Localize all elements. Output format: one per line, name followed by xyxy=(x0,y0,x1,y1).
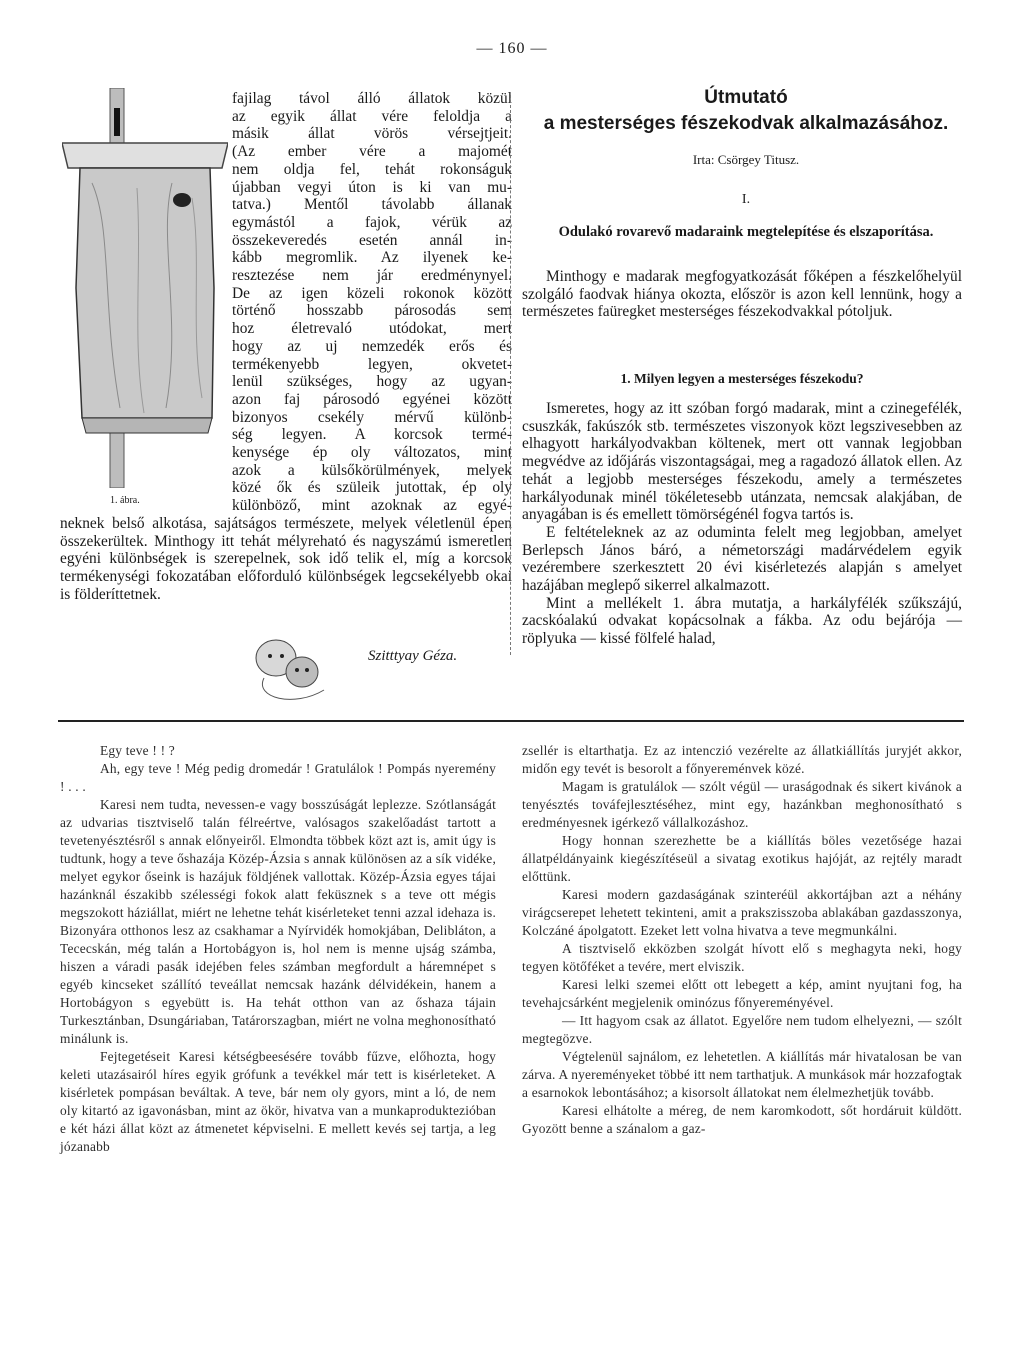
bottom-right-paragraph: Karesi modern gazdaságának szinteréül akkortájban azt a néhány virágcserepet lehetett tekinteni, amit a prakszisszoba ablakában gazdasszonya, Kolczáné ápolgatott. Ezeket lett volna hivatva a teve megmunkálni. xyxy=(522,887,962,938)
bottom-right-paragraph: — Itt hagyom csak az állatot. Egyelőre nem tudom elhelyezni, — szólt megtegözve. xyxy=(522,1013,962,1046)
bottom-left-paragraph: Fejtegetéseit Karesi kétségbeesésére tovább fűzve, előhozta, hogy keleti utazásairól híres egyik grófunk a tevékkel már tett is kisérleteket. A kisérletek pompásan beváltak. A teve, bár nem oly gyors, mint a ló, de nem oly kitartó az igavonásban, mint az ökör, hivatva van a munkaproduktezióban e két házi állat közt az átmenetet képviselni. E mellett kevés sej tartja, a leg józanabb xyxy=(60,1049,496,1154)
column-divider xyxy=(510,95,511,655)
bottom-left-paragraph: Egy teve ! ! ? xyxy=(100,743,175,758)
left-article-line: azok a külsőkörülmények, melyek xyxy=(232,461,512,479)
bottom-right-paragraph: A tisztviselő ekközben szolgát hívott elő s meghagyta neki, hogy tegyen kötőféket a tevére, mert elviszik. xyxy=(522,941,962,974)
left-article-line: kenysége ép oly változatos, mint xyxy=(232,444,512,462)
figure-wrap-space xyxy=(60,90,232,514)
left-article-line: hoz életrevaló utódokat, mert xyxy=(232,320,512,338)
monkey-and-child-vignette xyxy=(244,628,344,708)
left-article-line: fajilag távol álló állatok közül xyxy=(232,90,512,107)
left-article-line: közé ők és szüleik jutottak, ép oly xyxy=(232,479,512,497)
left-article-line: lenül szükséges, hogy az ugyan- xyxy=(232,373,512,391)
left-article-line: az egyik állat vére feloldja a xyxy=(232,107,512,125)
left-article-line: De az igen közeli rokonok között xyxy=(232,284,512,302)
author-signature: Szitttyay Géza. xyxy=(368,648,458,664)
left-article-line: hogy az uj nemzedék erős és xyxy=(232,337,512,355)
figure-caption: 1. ábra. xyxy=(110,495,140,506)
left-article-line: termékenyebb legyen, okvetet- xyxy=(232,355,512,373)
intro-text: Minthogy e madarak megfogyatkozását főképen a fészkelőhelyül szolgáló faodvak hiánya okozta, először is azon kell lennünk, hogy a természetes faüregket mesterséges fészekodvakkal pótoljuk. xyxy=(522,268,962,321)
bottom-right-paragraph: Hogy honnan szerezhette be a kiállítás böles vezetősége hazai állatpéldányaink kiegészítéseül a sivatag exotikus hajóját, az rejtély maradt előttünk. xyxy=(522,833,962,884)
left-article-line: nem oldja fel, tehát rokonságuk xyxy=(232,160,512,178)
left-article-line: egymástól a fajok, vérük az xyxy=(232,213,512,231)
article-title-line2: a mesterséges fészekodvak alkalmazásához. xyxy=(543,113,949,134)
page-number: — 160 — xyxy=(476,40,548,57)
left-article-line: különböző, mint azoknak az egyé- xyxy=(232,497,512,515)
bottom-right-paragraph: Karesi lelki szemei előtt ott lebegett a kép, amint nyujtani fog, ha tevehajcsárként megjelenik ominózus főnyereményével. xyxy=(522,977,962,1010)
left-article-line: kább megromlik. Az ilyenek ke- xyxy=(232,249,512,267)
bottom-right-column xyxy=(522,742,962,1138)
left-article-line: resztezése nem jár eredménynyel. xyxy=(232,267,512,285)
article-author: Irta: Csörgey Titusz. xyxy=(692,152,800,167)
section-separator xyxy=(58,720,964,722)
bottom-right-paragraph: Végtelenül sajnálom, ez lehetetlen. A kiállítás már hivatalosan be van zárva. A nyereményeket többé itt nem tarthatjuk. A munkások már hozzafogtak a esarnokok lebontásához; a kisorsolt állatokat nem élelmezhetjük tovább. xyxy=(522,1049,962,1100)
left-article-continuation: neknek belső alkotása, sajátságos természete, melyek véletlenül épen összekerültek. Minthogy itt tehát mélyreható és nagyszámú ismeretlen egyéni különbségek is szerepelnek, sok idő telik el, míg a korcsok termékenységi fokozatában előforduló különbségek legcsekélyebb okai is földeríttetnek. xyxy=(60,514,512,603)
right-article-body xyxy=(522,400,962,648)
bottom-right-paragraph: Karesi elhátolte a méreg, de nem karomkodott, sőt hordáruit küldött. Gyozött benne a szánalom a gaz- xyxy=(522,1103,962,1136)
left-article-line: újabban vegyi úton is ki van mu- xyxy=(232,178,512,196)
subheading: 1. Milyen legyen a mesterséges fészekodu? xyxy=(620,371,864,386)
left-article-line: ség legyen. A korcsok termé- xyxy=(232,426,512,444)
right-para-2: E feltételeknek az az oduminta felelt meg legjobban, amelyet Berlepsch János báró, a németországi madárvédelem egyik vezérembere szerkesztett 20 évi kisérletezés alapján s amelyet hazájában meglepő sikerrel alkalmazott. xyxy=(522,523,962,595)
left-article-line: másik állat vörös vérsejtjeit. xyxy=(232,125,512,143)
bottom-left-paragraph: Karesi nem tudta, nevessen-e vagy bosszúságát leplezze. Szótlanságát az udvarias tisztviselő talán félreértve, valósagos szakelőadást tartott a tevetenyésztésről s annak előnyeiről. Elmondta többek közt azt is, amit úgy is tudtunk, hogy a teve őshazája Közép-Ázsia s annak különösen az a sík vidéke, melyet egykor őseink is hazájuk földjének vallottak. Közép-Ázsia egyes tájai hazánknál északibb szélességi fokok alatt feküsznek s a teve ott mégis megszokott háziállat, miért ne lehetne tehát kisérleteket tenni azzal idehaza is. Bizonyára otthonos lesz az csakhamar a Nyírvidék homokjában, Delibláton, a Tececskán, még talán a Hortobágyon is, hol nem is menne ujság számba, hiszen a váradi pasák idejében feles számban megfordult a háremnépet s egyéb kincseket szállító teveállat nemcsak hazánk délvidékein, hanem a Hortobágyon s egyebütt is. Ha tehát otthon van az őshaza tájain Turkesztánban, Dsungáriaban, Tatárorszagban, miért ne volna meghonosítható minálunk is. xyxy=(60,797,496,1046)
bottom-right-paragraph: Magam is gratulálok — szólt végül — uraságodnak és sikert kivánok a tenyésztés továfejlesztéséhez, mint egy, hazánkban meghonosítható s eredményesnek igérkező vállalkozáshoz. xyxy=(522,779,962,830)
section-title: Odulakó rovarevő madaraink megtelepítése és elszaporítása. xyxy=(558,224,934,240)
left-article-line: (Az ember vére a majomét xyxy=(232,143,512,161)
intro-paragraph xyxy=(522,268,962,321)
left-article-line: tatva.) Mentől távolabb állanak xyxy=(232,196,512,214)
bottom-left-column xyxy=(60,742,496,1156)
left-article-line: bizonyos csekély mérvű különb- xyxy=(232,408,512,426)
article-title-line1: Útmutató xyxy=(704,87,788,108)
bottom-left-paragraph: Ah, egy teve ! Még pedig dromedár ! Gratulálok ! Pompás nyeremény ! . . . xyxy=(60,761,496,794)
left-article-line: összekeveredés esetén annál in- xyxy=(232,231,512,249)
left-article-line: azon faj párosodó egyénei között xyxy=(232,390,512,408)
section-number: I. xyxy=(741,192,751,207)
bottom-right-paragraph: zsellér is eltarthatja. Ez az intenczió vezérelte az állatkiállítás juryjét akkor, midőn egy tevét is besorolt a főnyereménvek közé. xyxy=(522,743,962,776)
right-para-1: Ismeretes, hogy az itt szóban forgó madarak, mint a czinegefélék, csuszkák, fakúszók stb. természetes viszonyok közt legszivesebben az elhagyott harkályodvakban költenek, mert ott vannak legjobban megvédve az időjárás viszontagságai, meg a ragadozó állatok ellen. Az tehát a legjobb mesterséges fészekodu, amely a természetes harkályodunak minél tökéletesebb utánzata, nemcsak alakjában, de anyagában is és emellett tömörségénél fogva tartós is. xyxy=(522,400,962,524)
right-para-3: Mint a mellékelt 1. ábra mutatja, a harkályfélék szűkszájú, zacskóalakú odvakat kopácsolnak a fákba. Az odu bejárója — röplyuka — kissé fölfelé halad, xyxy=(522,594,962,648)
left-article-line: történő hosszabb párosodás sem xyxy=(232,302,512,320)
left-article xyxy=(60,90,512,603)
